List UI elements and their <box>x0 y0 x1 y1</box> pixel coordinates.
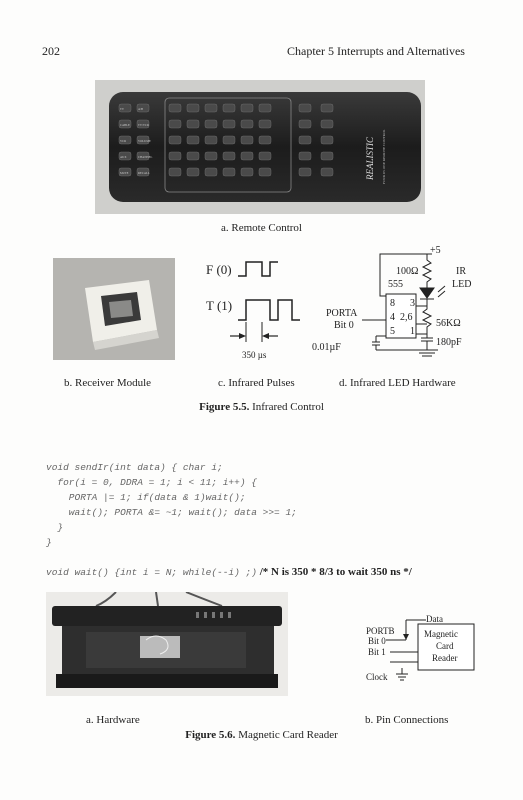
led-led-label: LED <box>452 279 472 290</box>
fig56-sub-b: b. Pin Connections <box>365 714 449 726</box>
remote-button <box>259 104 271 112</box>
remote-button-label: RECALL <box>138 171 150 175</box>
pulse-f-label: F (0) <box>206 262 232 277</box>
led-pin-4: 4 <box>390 312 395 323</box>
code-line-4: wait(); PORTA &= ~1; wait(); data >>= 1; <box>46 507 297 518</box>
remote-button <box>259 168 271 176</box>
led-pin-8: 8 <box>390 298 395 309</box>
remote-button <box>259 136 271 144</box>
remote-button-label: CHANNEL <box>138 155 153 159</box>
page-number: 202 <box>42 44 60 58</box>
figure-5-6-text: Magnetic Card Reader <box>235 729 338 741</box>
figure-5-5-label: Figure 5.5. <box>199 401 250 413</box>
remote-button <box>321 120 333 128</box>
code-wait-line <box>46 562 412 580</box>
remote-button-label: AUX <box>120 155 127 159</box>
led-pin-5: 5 <box>390 326 395 337</box>
remote-button <box>223 120 235 128</box>
infrared-pulses-diagram <box>206 258 310 362</box>
reader-line-3: Reader <box>432 653 458 663</box>
remote-button <box>299 168 311 176</box>
pin-portb: PORTB <box>366 626 395 636</box>
remote-button <box>223 168 235 176</box>
pulse-t-waveform <box>238 300 300 320</box>
led-r2: 56KΩ <box>436 318 461 329</box>
remote-button <box>187 152 199 160</box>
remote-button-label: A/B <box>138 107 144 111</box>
remote-brand: REALISTIC <box>365 136 375 180</box>
pin-bit0: Bit 0 <box>368 636 386 646</box>
remote-button <box>205 120 217 128</box>
remote-button <box>205 104 217 112</box>
figure-5-6-caption <box>150 729 373 741</box>
remote-button <box>321 168 333 176</box>
remote-button <box>259 152 271 160</box>
remote-button-label: TV/VCR <box>138 123 150 127</box>
figure-5-5-caption <box>150 401 373 413</box>
card-reader-photo <box>46 592 288 696</box>
remote-button <box>169 136 181 144</box>
remote-button <box>169 152 181 160</box>
remote-button <box>241 136 253 144</box>
reader-line-1: Magnetic <box>424 629 458 639</box>
remote-button <box>299 152 311 160</box>
remote-button-label: VOLUME <box>138 139 151 143</box>
code-line-2: for(i = 0, DDRA = 1; i < 11; i++) { <box>46 477 257 488</box>
led-pin-1: 1 <box>410 326 415 337</box>
remote-button <box>223 104 235 112</box>
led-chip: 555 <box>388 279 403 290</box>
pin-data: Data <box>426 614 443 624</box>
figure-5-5-text: Infrared Control <box>249 401 324 413</box>
ir-led-schematic <box>312 246 482 364</box>
pulse-f-waveform <box>238 262 278 276</box>
fig55-sub-d: d. Infrared LED Hardware <box>339 377 456 389</box>
remote-button <box>321 136 333 144</box>
code-line-6: } <box>46 537 52 548</box>
remote-button <box>205 168 217 176</box>
remote-button-label: CABLE <box>120 123 130 127</box>
remote-button <box>223 136 235 144</box>
remote-button <box>187 104 199 112</box>
remote-button <box>259 120 271 128</box>
remote-button <box>169 104 181 112</box>
pin-clock: Clock <box>366 672 388 682</box>
remote-button <box>299 120 311 128</box>
led-port: PORTA <box>326 308 358 319</box>
remote-button <box>299 104 311 112</box>
receiver-module-photo <box>53 258 175 360</box>
fig55-sub-a: a. Remote Control <box>221 222 302 234</box>
pin-bit1: Bit 1 <box>368 647 386 657</box>
fig55-sub-c: c. Infrared Pulses <box>218 377 295 389</box>
led-bit: Bit 0 <box>334 320 354 331</box>
remote-button <box>241 120 253 128</box>
chapter-title: Chapter 5 Interrupts and Alternatives <box>287 44 465 58</box>
remote-button <box>223 152 235 160</box>
remote-button <box>169 168 181 176</box>
remote-button <box>321 152 333 160</box>
code-line-3: PORTA |= 1; if(data & 1)wait(); <box>46 492 246 503</box>
remote-button <box>205 152 217 160</box>
code-wait-comment: /* N is 350 * 8/3 to wait 350 ns */ <box>256 566 412 578</box>
led-pin-3: 3 <box>410 298 415 309</box>
remote-model: FOUR IN ONE REMOTE CONTROL <box>382 129 386 184</box>
code-line-1: void sendIr(int data) { char i; <box>46 462 223 473</box>
remote-button <box>187 168 199 176</box>
remote-button <box>321 104 333 112</box>
remote-button <box>205 136 217 144</box>
remote-button <box>241 152 253 160</box>
reader-line-2: Card <box>436 641 454 651</box>
code-line-5: } <box>46 522 64 533</box>
led-pin-2-6: 2,6 <box>400 312 413 323</box>
remote-button-label: TV <box>120 107 124 111</box>
remote-button <box>241 168 253 176</box>
pulse-interval: 350 µs <box>242 350 267 360</box>
remote-button <box>187 120 199 128</box>
remote-button <box>299 136 311 144</box>
remote-button <box>169 120 181 128</box>
remote-button <box>241 104 253 112</box>
pulse-t-label: T (1) <box>206 298 233 313</box>
remote-button <box>187 136 199 144</box>
code-wait-statement: void wait() {int i = N; while(--i) ;) <box>46 567 257 578</box>
led-c1: 180pF <box>436 337 462 348</box>
remote-button-label: VCR <box>120 139 127 143</box>
led-c2: 0.01µF <box>312 342 341 353</box>
remote-control-photo <box>95 80 425 214</box>
led-vcc: +5 <box>430 246 441 256</box>
fig56-sub-a: a. Hardware <box>86 714 140 726</box>
led-ir-label: IR <box>456 266 466 277</box>
pin-connections-diagram <box>356 610 486 690</box>
fig55-sub-b: b. Receiver Module <box>64 377 152 389</box>
figure-5-6-label: Figure 5.6. <box>185 729 236 741</box>
remote-button-label: MUTE <box>120 171 129 175</box>
led-r1: 100Ω <box>396 266 419 277</box>
